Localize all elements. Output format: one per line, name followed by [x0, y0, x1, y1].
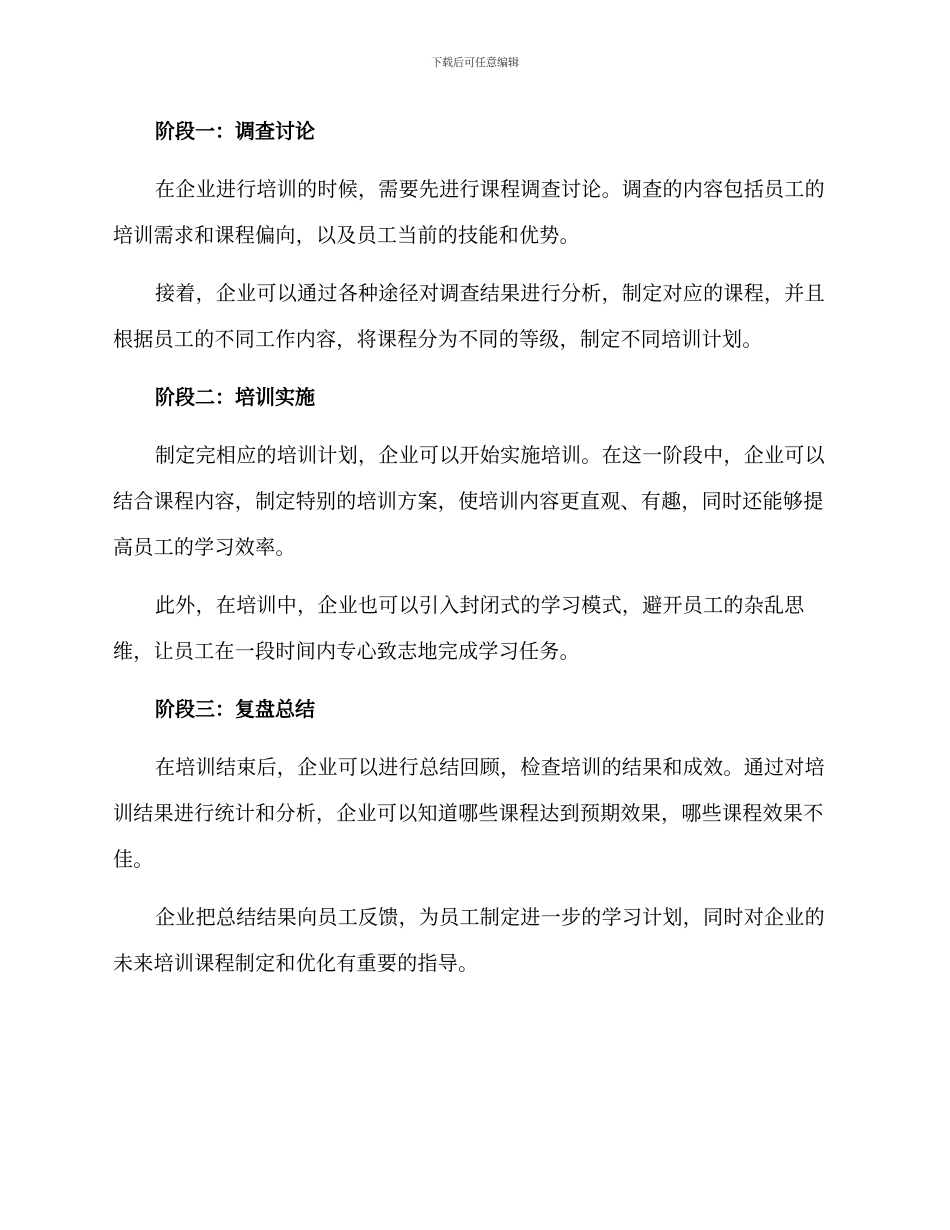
paragraph: 在培训结束后，企业可以进行总结回顾，检查培训的结果和成效。通过对培训结果进行统计和分析，企业可以知道哪些课程达到预期效果，哪些课程效果不佳。	[113, 755, 825, 871]
section-1	[113, 108, 833, 362]
document-body	[113, 108, 833, 998]
paragraph: 接着，企业可以通过各种途径对调查结果进行分析，制定对应的课程，并且根据员工的不同工作内容，将课程分为不同的等级，制定不同培训计划。	[113, 281, 825, 351]
section-2	[113, 374, 833, 674]
page-header: 下载后可任意编辑	[431, 56, 519, 69]
section-heading: 阶段三：复盘总结	[155, 697, 315, 721]
paragraph: 制定完相应的培训计划，企业可以开始实施培训。在这一阶段中，企业可以结合课程内容，制定特别的培训方案，使培训内容更直观、有趣，同时还能够提高员工的学习效率。	[113, 443, 825, 559]
paragraph: 企业把总结结果向员工反馈，为员工制定进一步的学习计划，同时对企业的未来培训课程制定和优化有重要的指导。	[113, 905, 825, 975]
paragraph: 在企业进行培训的时候，需要先进行课程调查讨论。调查的内容包括员工的培训需求和课程偏向，以及员工当前的技能和优势。	[113, 177, 825, 247]
section-heading: 阶段二：培训实施	[155, 385, 315, 409]
paragraph: 此外，在培训中，企业也可以引入封闭式的学习模式，避开员工的杂乱思维，让员工在一段时间内专心致志地完成学习任务。	[113, 593, 805, 663]
section-heading: 阶段一：调查讨论	[155, 119, 315, 143]
section-3	[113, 686, 833, 986]
